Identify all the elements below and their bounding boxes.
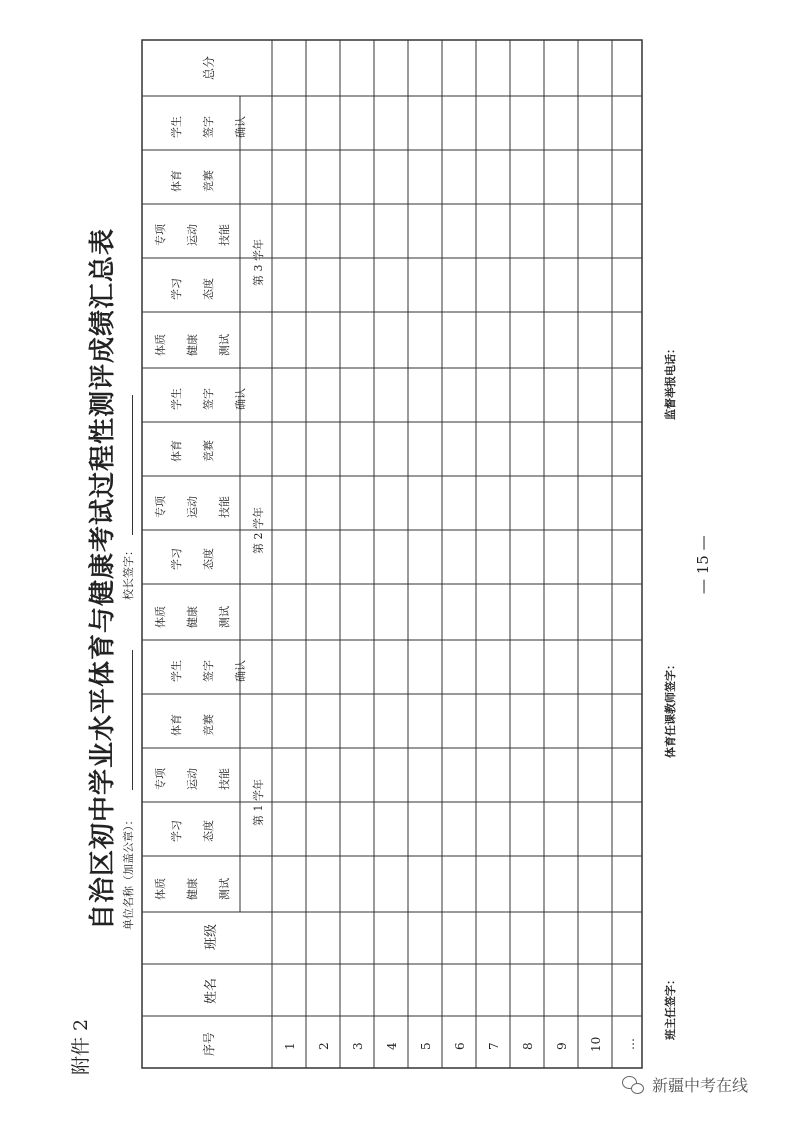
class-teacher-signature-label: 班主任签字： — [664, 974, 677, 1040]
y2-confirm-l3: 确认 — [234, 388, 247, 410]
principal-signature-label: 校长签字： — [122, 545, 135, 600]
y2-attitude-l2: 态度 — [202, 548, 215, 570]
y2-attitude-l1: 学习 — [170, 548, 183, 570]
row-number: 5 — [419, 1042, 433, 1050]
year-2-label: 第 2 学年 — [252, 507, 265, 554]
supervision-phone-label: 监督举报电话： — [664, 343, 677, 420]
y2-competition-l2: 竞赛 — [202, 440, 215, 462]
y2-fitness-l3: 测试 — [218, 606, 231, 628]
y3-attitude-l2: 态度 — [202, 278, 215, 300]
y3-confirm-l1: 学生 — [170, 116, 183, 138]
y2-skills-l2: 运动 — [186, 496, 199, 518]
wechat-icon — [622, 1076, 644, 1094]
y3-confirm-l2: 签字 — [202, 116, 215, 138]
y1-attitude-l1: 学习 — [170, 820, 183, 842]
year-3-label: 第 3 学年 — [252, 239, 265, 286]
y2-confirm-l1: 学生 — [170, 388, 183, 410]
page-number: — 15 — — [694, 535, 712, 594]
row-number: … — [623, 1038, 637, 1050]
row-number: 1 — [283, 1042, 297, 1050]
y1-confirm-l2: 签字 — [202, 660, 215, 682]
y3-competition-l1: 体育 — [170, 170, 183, 192]
y2-skills-l1: 专项 — [154, 496, 167, 518]
year-1-label: 第 1 学年 — [252, 779, 265, 826]
row-number: 3 — [351, 1042, 365, 1050]
y2-fitness-l1: 体质 — [154, 606, 167, 628]
y1-fitness-l1: 体质 — [154, 878, 167, 900]
unit-name-label: 单位名称（加盖公章）： — [122, 814, 135, 930]
y1-skills-l3: 技能 — [218, 768, 231, 790]
y3-skills-l3: 技能 — [218, 224, 231, 246]
y3-competition-l2: 竞赛 — [202, 170, 215, 192]
row-number: 9 — [555, 1042, 569, 1050]
y1-fitness-l3: 测试 — [218, 878, 231, 900]
row-number: 7 — [487, 1042, 501, 1050]
header-seq: 序号 — [202, 1031, 216, 1056]
page-title: 自治区初中学业水平体育与健康考试过程性测评成绩汇总表 — [88, 227, 118, 930]
y3-attitude-l1: 学习 — [170, 278, 183, 300]
y3-fitness-l2: 健康 — [186, 334, 199, 356]
y1-skills-l2: 运动 — [186, 768, 199, 790]
row-number: 4 — [385, 1042, 399, 1050]
pe-teacher-signature-label: 体育任课教师签字： — [664, 659, 677, 758]
y1-competition-l2: 竞赛 — [202, 714, 215, 736]
y1-attitude-l2: 态度 — [202, 820, 215, 842]
watermark-text: 新疆中考在线 — [652, 1076, 749, 1095]
y3-confirm-l3: 确认 — [234, 116, 247, 138]
header-name: 姓名 — [204, 977, 219, 1004]
y3-fitness-l1: 体质 — [154, 334, 167, 356]
row-number: 10 — [589, 1036, 603, 1052]
row-number: 8 — [521, 1042, 535, 1050]
y1-fitness-l2: 健康 — [186, 878, 199, 900]
row-number: 6 — [453, 1042, 467, 1050]
attachment-label: 附件 2 — [70, 1018, 92, 1075]
y3-fitness-l3: 测试 — [218, 334, 231, 356]
row-number: 2 — [317, 1042, 331, 1050]
y3-skills-l1: 专项 — [154, 224, 167, 246]
y3-skills-l2: 运动 — [186, 224, 199, 246]
y2-skills-l3: 技能 — [218, 496, 231, 518]
y2-fitness-l2: 健康 — [186, 606, 199, 628]
watermark — [622, 1073, 748, 1096]
y2-confirm-l2: 签字 — [202, 388, 215, 410]
header-total: 总分 — [202, 55, 216, 80]
y1-skills-l1: 专项 — [154, 768, 167, 790]
header-class: 班级 — [204, 923, 219, 950]
y2-competition-l1: 体育 — [170, 440, 183, 462]
y1-competition-l1: 体育 — [170, 714, 183, 736]
y1-confirm-l3: 确认 — [234, 660, 247, 682]
y1-confirm-l1: 学生 — [170, 660, 183, 682]
